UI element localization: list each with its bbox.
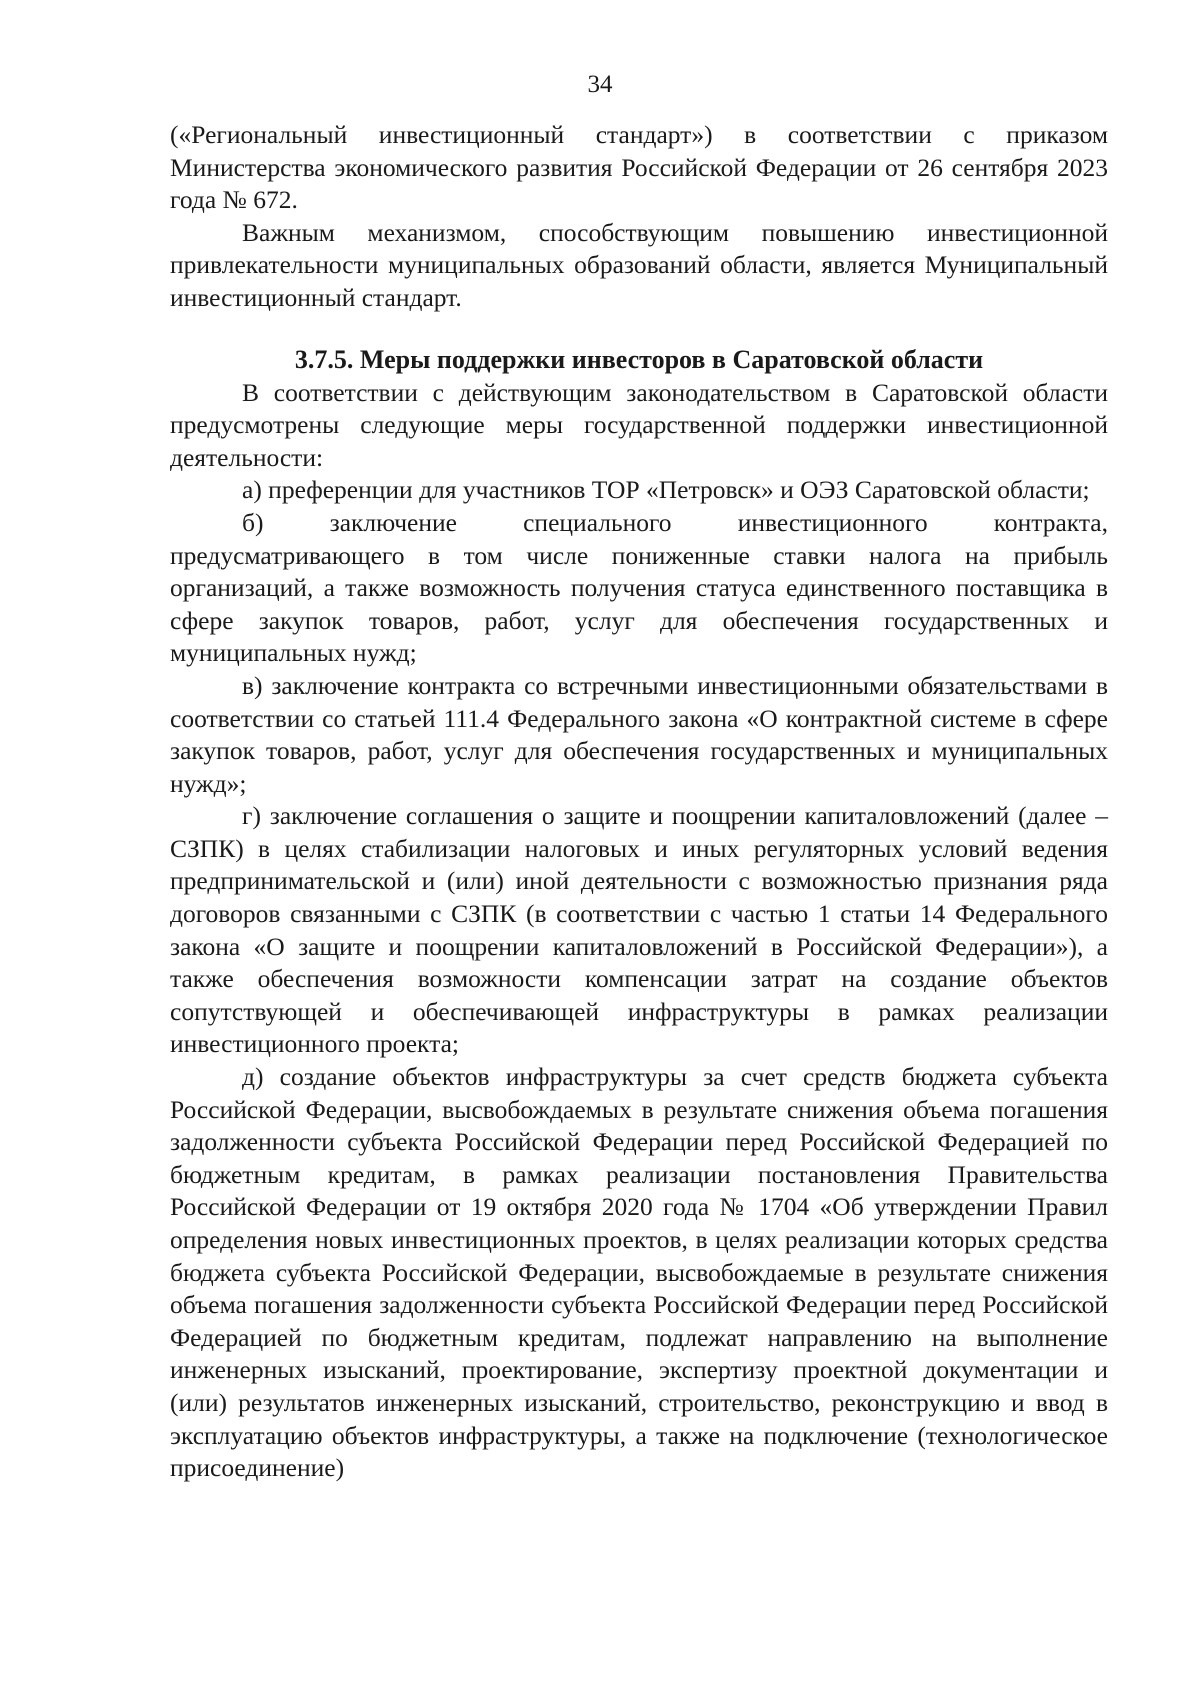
list-item-b: б) заключение специального инвестиционного контракта, предусматривающего в том числе пониженные ставки налога на прибыль организаций, а также возможность получения статуса единственного поставщика в сфере закупок товаров, работ, услуг для обеспечения государственных и муниципальных нужд;	[170, 507, 1108, 668]
list-item-c: в) заключение контракта со встречными инвестиционными обязательствами в соответствии со статьей 111.4 Федерального закона «О контрактной системе в сфере закупок товаров, работ, услуг для обеспечения государственных и муниципальных нужд»;	[170, 670, 1108, 798]
paragraph-support-measures-intro: В соответствии с действующим законодательством в Саратовской области предусмотрены следующие меры государственной поддержки инвестиционной деятельности:	[170, 377, 1108, 472]
paragraph-municipal-standard: Важным механизмом, способствующим повышению инвестиционной привлекательности муниципальных образований области, является Муниципальный инвестиционный стандарт.	[170, 217, 1108, 312]
list-item-d: г) заключение соглашения о защите и поощрении капиталовложений (далее – СЗПК) в целях стабилизации налоговых и иных регуляторных условий ведения предпринимательской и (или) иной деятельности с возможностью признания ряда договоров связанными с СЗПК (в соответствии с частью 1 статьи 14 Федерального закона «О защите и поощрении капиталовложений в Российской Федерации»), а также обеспечения возможности компенсации затрат на создание объектов сопутствующей и обеспечивающей инфраструктуры в рамках реализации инвестиционного проекта;	[170, 801, 1108, 1059]
page-number: 34	[587, 71, 613, 98]
list-item-a: а) преференции для участников ТОР «Петровск» и ОЭЗ Саратовской области;	[242, 475, 1090, 505]
document-body	[170, 119, 1108, 1485]
paragraph-standard-continuation: («Региональный инвестиционный стандарт») в соответствии с приказом Министерства экономического развития Российской Федерации от 26 сентября 2023 года № 672.	[170, 120, 1108, 215]
section-heading: 3.7.5. Меры поддержки инвесторов в Саратовской области	[294, 344, 984, 374]
list-item-e: д) создание объектов инфраструктуры за счет средств бюджета субъекта Российской Федерации, высвобождаемых в результате снижения объема погашения задолженности субъекта Российской Федерации перед Российской Федерацией по бюджетным кредитам, в рамках реализации постановления Правительства Российской Федерации от 19 октября 2020 года № 1704 «Об утверждении Правил определения новых инвестиционных проектов, в целях реализации которых средства бюджета субъекта Российской Федерации, высвобождаемые в результате снижения объема погашения задолженности субъекта Российской Федерации перед Российской Федерацией по бюджетным кредитам, подлежат направлению на выполнение инженерных изысканий, проектирование, экспертизу проектной документации и (или) результатов инженерных изысканий, строительство, реконструкцию и ввод в эксплуатацию объектов инфраструктуры, а также на подключение (технологическое присоединение)	[170, 1062, 1108, 1483]
